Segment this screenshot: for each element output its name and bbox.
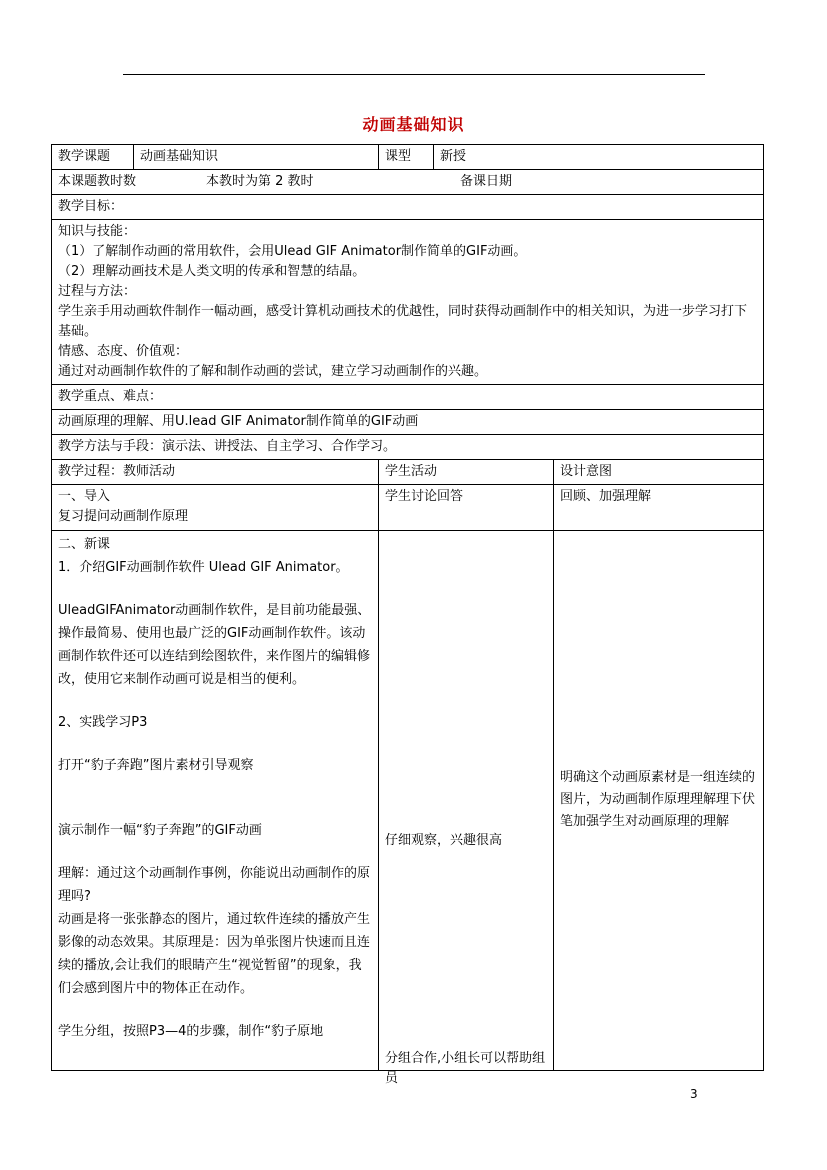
newlesson-student <box>379 531 554 1086</box>
value-type: 新授 <box>434 145 764 170</box>
goals-label: 教学目标： <box>52 195 764 220</box>
newlesson-student-observe: 仔细观察，兴趣很高 <box>385 833 503 848</box>
intro-student: 学生讨论回答 <box>379 485 554 531</box>
header-rule <box>123 74 705 75</box>
value-topic: 动画基础知识 <box>134 145 379 170</box>
page-number: 3 <box>690 1087 698 1101</box>
goal-knowledge-label: 知识与技能： <box>58 224 137 239</box>
newlesson-student-group: 分组合作,小组长可以帮助组员 <box>385 1051 546 1086</box>
label-topic: 教学课题 <box>52 145 134 170</box>
newlesson-design-1 <box>560 767 757 833</box>
newlesson-open-material: 打开“豹子奔跑”图片素材引导观察 <box>58 758 254 773</box>
goal-emotion-text: 通过对动画制作软件的了解和制作动画的尝试，建立学习动画制作的兴趣。 <box>58 364 488 379</box>
label-prep-date: 备课日期 <box>460 174 513 189</box>
newlesson-group: 学生分组，按照P3—4的步骤，制作“豹子原地 <box>58 1024 324 1039</box>
label-type: 课型 <box>379 145 434 170</box>
key-label: 教学重点、难点： <box>52 385 764 410</box>
row-topic <box>52 145 764 170</box>
key-text: 动画原理的理解、用U.lead GIF Animator制作简单的GIF动画 <box>52 410 764 435</box>
newlesson-software: 1．介绍GIF动画制作软件 Ulead GIF Animator。 <box>58 560 349 575</box>
goal-process-text: 学生亲手用动画软件制作一幅动画，感受计算机动画技术的优越性，同时获得动画制作中的相关知识，为进一步学习打下基础。 <box>58 304 748 339</box>
newlesson-design-text2: 加强学生对动画原理的理解 <box>573 814 730 829</box>
header-teacher: 教学过程：教师活动 <box>52 460 379 485</box>
newlesson-software-desc: UleadGIFAnimator动画制作软件，是目前功能最强、操作最简易、使用也最广泛的GIF动画制作软件。该动画制作软件还可以连结到绘图软件，来作图片的编辑修改，使用它来制作动画可说是相当的便利。 <box>58 603 371 687</box>
intro-teacher-heading: 一、导入 <box>58 489 111 504</box>
intro-teacher <box>52 485 379 531</box>
goal-knowledge-1: （1）了解制作动画的常用软件，会用Ulead GIF Animator制作简单的GIF动画。 <box>58 244 527 259</box>
label-total-hours: 本课题教时数 <box>58 174 137 189</box>
method-text: 教学方法与手段：演示法、讲授法、自主学习、合作学习。 <box>52 435 764 460</box>
hours-cell <box>52 170 764 195</box>
row-method <box>52 435 764 460</box>
header-student: 学生活动 <box>379 460 554 485</box>
newlesson-question: 理解：通过这个动画制作事例，你能说出动画制作的原理吗? <box>58 866 371 904</box>
goal-knowledge-2: （2）理解动画技术是人类文明的传承和智慧的结晶。 <box>58 264 366 279</box>
current-hour: 本教时为第 2 教时 <box>206 174 314 189</box>
intro-teacher-text: 复习提问动画制作原理 <box>58 509 189 524</box>
row-hours <box>52 170 764 195</box>
document-title: 动画基础知识 <box>362 115 465 134</box>
newlesson-practice: 2、实践学习P3 <box>58 715 148 730</box>
row-goals-label <box>52 195 764 220</box>
newlesson-teacher <box>52 531 379 1071</box>
goals-cell <box>52 220 764 385</box>
newlesson-heading: 二、新课 <box>58 537 111 552</box>
goal-emotion-label: 情感、态度、价值观： <box>58 344 189 359</box>
goal-process-label: 过程与方法： <box>58 284 137 299</box>
row-key-label <box>52 385 764 410</box>
intro-design: 回顾、加强理解 <box>554 485 764 531</box>
row-key-text <box>52 410 764 435</box>
newlesson-principle: 动画是将一张张静态的图片，通过软件连续的播放产生影像的动态效果。其原理是：因为单张图片快速而且连续的播放,会让我们的眼睛产生“视觉暂留”的现象，我们会感到图片中的物体正在动作。 <box>58 912 371 996</box>
newlesson-demo: 演示制作一幅“豹子奔跑”的GIF动画 <box>58 823 262 838</box>
row-process-header <box>52 460 764 485</box>
row-goals <box>52 220 764 385</box>
row-intro <box>52 485 764 531</box>
lesson-plan-table <box>51 144 764 1086</box>
row-newlesson <box>52 531 764 1071</box>
header-design: 设计意图 <box>554 460 764 485</box>
newlesson-design-text1: 明确这个动画原素材是一组连续的图片，为动画制作原理理解理下伏笔 <box>560 770 756 829</box>
newlesson-design <box>554 531 764 1071</box>
